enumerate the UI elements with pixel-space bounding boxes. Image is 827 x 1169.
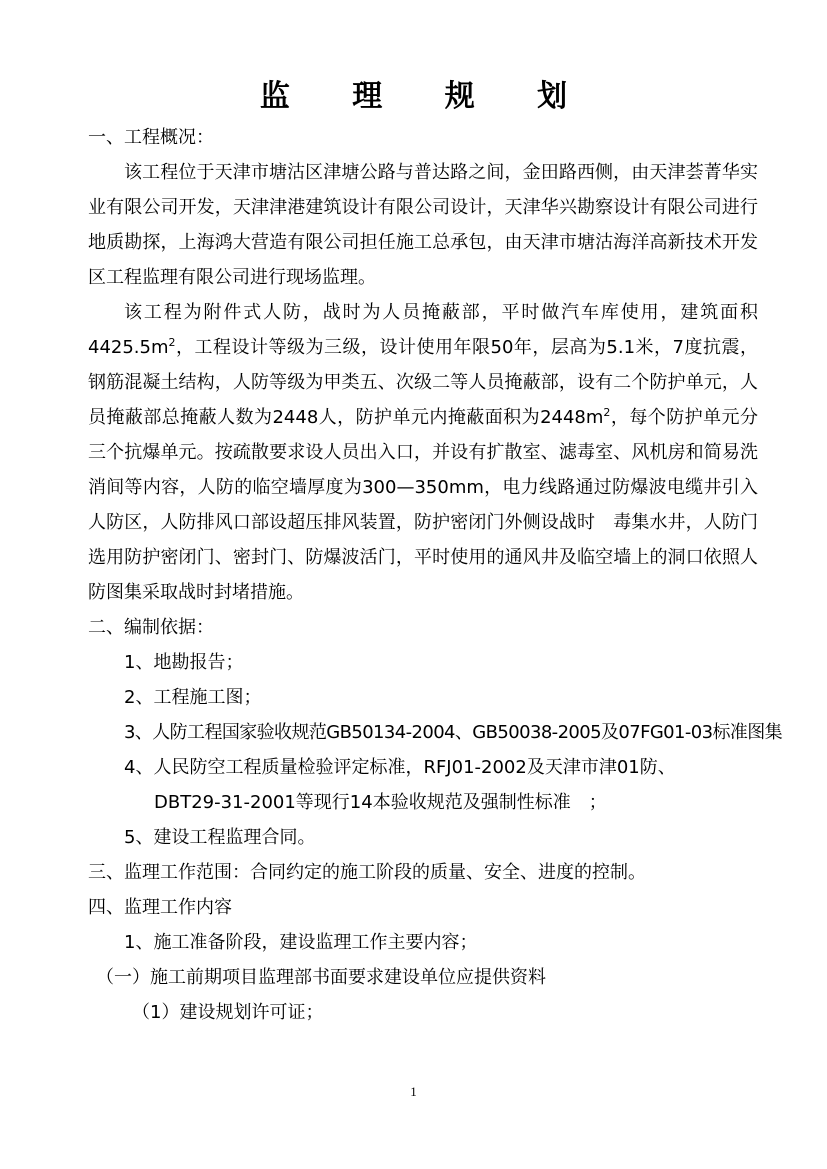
section2-heading: 二、编制依据： <box>88 617 214 638</box>
page-number: 1 <box>410 1084 417 1099</box>
section1-paragraph-2-part-b: ，工程设计等级为三级，设计使用年限50年，层高为5.1米，7度抗震，钢筋混凝土结构，人防等级为甲类五、次级二等人员掩蔽部，设有二个防护单元，人员掩蔽部总掩蔽人数为2448人，防护单元内掩蔽面积为2448m <box>88 337 758 428</box>
superscript-2: 2 <box>603 406 611 419</box>
section3-heading: 三、监理工作范围：合同约定的施工阶段的质量、安全、进度的控制。 <box>88 862 646 883</box>
basis-item-4-continued: DBT29-31-2001等现行14本验收规范及强制性标准 ； <box>154 792 607 813</box>
basis-item-2: 2、工程施工图； <box>124 687 262 708</box>
section1-heading: 一、工程概况： <box>88 127 214 148</box>
superscript-1: 2 <box>168 336 176 349</box>
work-item-1: 1、施工准备阶段，建设监理工作主要内容； <box>124 932 478 953</box>
section4-heading: 四、监理工作内容 <box>88 897 232 918</box>
section1-paragraph-2-part-a: 该工程为附件式人防，战时为人员掩蔽部，平时做汽车库使用，建筑面积4425.5m <box>88 302 758 358</box>
section1-paragraph-2-part-c: ，每个防护单元分三个抗爆单元。按疏散要求设人员出入口，并设有扩散室、滤毒室、风机房和简易洗消间等内容，人防的临空墙厚度为300—350mm，电力线路通过防爆波电缆井引入人防区，人防排风口部设超压排风装置，防护密闭门外侧设战时 毒集水井，人防门选用防护密闭门、密封门、防爆波活门，平时使用的通风井及临空墙上的洞口依照人防图集采取战时封堵措施。 <box>88 407 758 603</box>
sub-item-1: （1）建设规划许可证； <box>132 1002 324 1023</box>
basis-item-5: 5、建设工程监理合同。 <box>124 827 316 848</box>
section1-paragraph-2 <box>88 295 758 610</box>
sub-heading-1: （一）施工前期项目监理部书面要求建设单位应提供资料 <box>96 967 546 988</box>
section1-paragraph-1: 该工程位于天津市塘沽区津塘公路与普达路之间，金田路西侧，由天津荟菁华实业有限公司开发，天津津港建筑设计有限公司设计，天津华兴勘察设计有限公司进行地质勘探，上海鸿大营造有限公司担任施工总承包，由天津市塘沽海洋高新技术开发区工程监理有限公司进行现场监理。 <box>88 162 758 288</box>
basis-item-4: 4、人民防空工程质量检验评定标准，RFJ01-2002及天津市津01防、 <box>124 757 676 778</box>
page-title: 监 理 规 划 <box>259 79 594 114</box>
basis-item-1: 1、地勘报告； <box>124 652 244 673</box>
basis-item-3: 3、人防工程国家验收规范GB50134-2004、GB50038-2005及07FG01-03标准图集 <box>124 722 783 743</box>
document-body <box>88 120 783 1030</box>
